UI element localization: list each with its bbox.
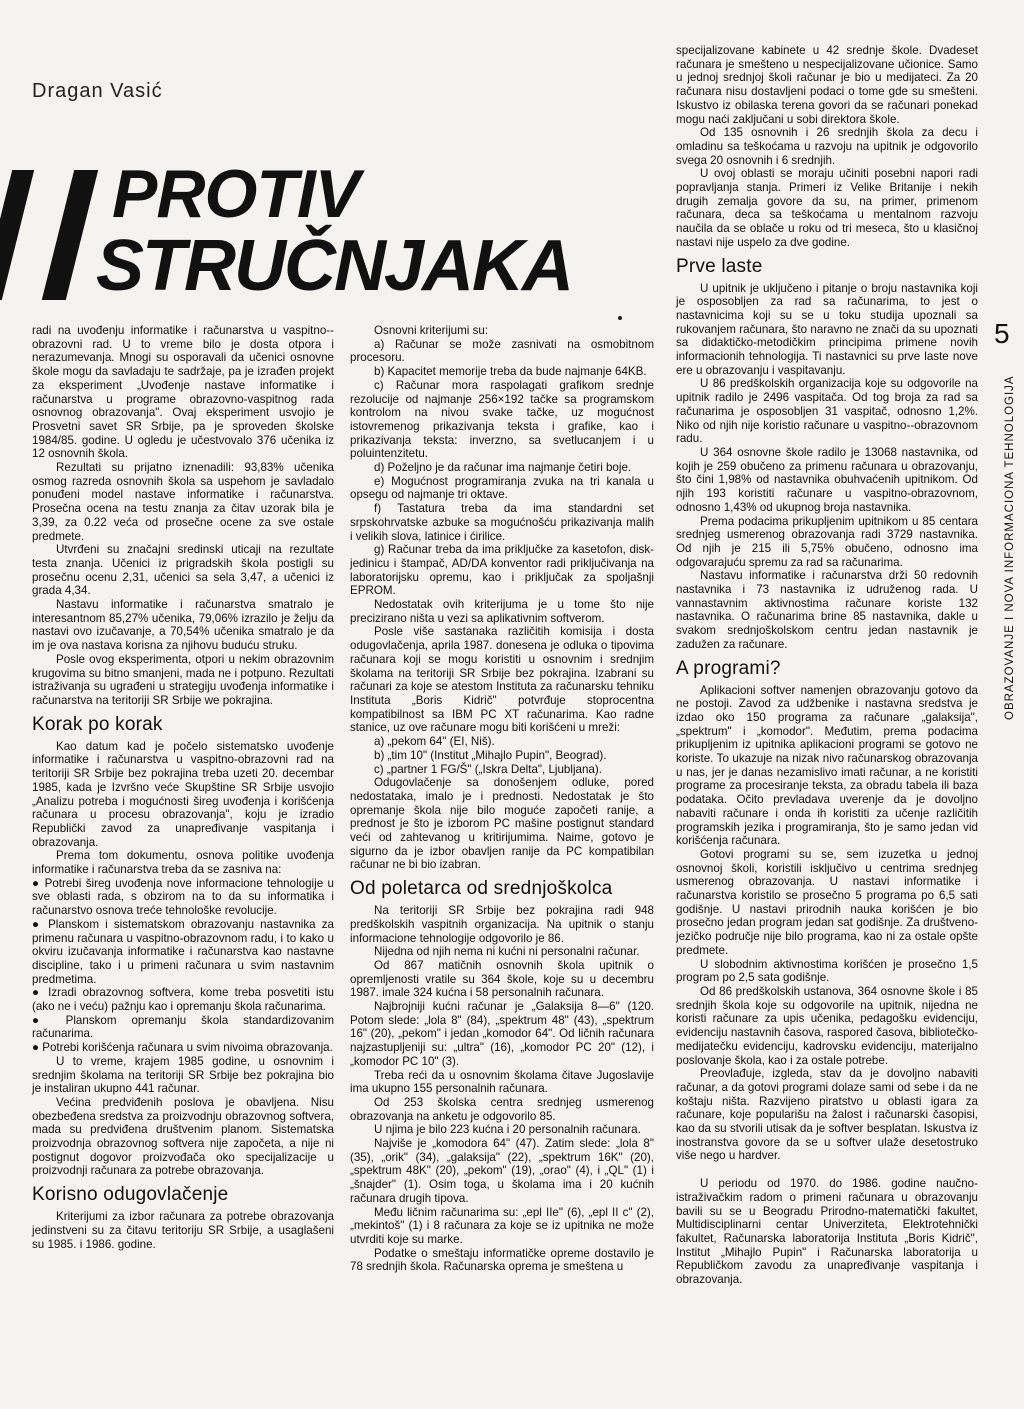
paragraph: c) Računar mora raspolagati grafikom srednje rezolucije od najmanje 256×192 tačke sa programskom kontrolom na nivou svake tačke, uz mogućnost istovremenog prikazivanja teksta i grafike, kao i prikazivanja teksta: inverzno, sa svetlucanjem i u poluintenzitetu. bbox=[350, 378, 654, 461]
section-side-label: OBRAZOVANJE I NOVA INFORMACIONA TEHNOLOGIJA bbox=[1004, 375, 1016, 720]
paragraph: Najviše je „komodora 64" (47). Zatim slede: „lola 8" (35), „orik" (34), „galaksija" (22), „spektrum 16K" (20), „spektrum 48K" (20), „pekom" (19), „orao" (4), i „QL" (1) i „šnajder" (1). Osim toga, u školama ima i 20 kućnih računara drugih tipova. bbox=[350, 1137, 654, 1205]
paragraph: Posle ovog eksperimenta, otpori u nekim obrazovnim krugovima su bitno smanjeni, mada ne i potpuno. Rezultati istraživanja su ugrađeni u strategiju uvođenja informatike i računarstva na teritoriji SR Srbije we pokrajina. bbox=[32, 652, 334, 707]
page-number: 5 bbox=[994, 318, 1010, 349]
paragraph: Osnovni kriterijumi su: bbox=[374, 324, 489, 337]
section-heading: A programi? bbox=[676, 657, 781, 679]
paragraph: Većina predviđenih poslova je obavljena. Nisu obezbeđena sredstva za proizvodnju obrazovnog softvera, mada su predviđena društvenim planom. Sistematska proizvodnja obrazovnog softvera nije započeta, a nije ni postignut dogovor proizvođača oko specijalizacije u proizvodnji računara za potrebe obrazovanja. bbox=[32, 1095, 334, 1178]
paragraph: Od 867 matičnih osnovnih škola upitnik o opremljenosti vratile su 364 škole, koje su u decembru 1987. imale 324 kućna i 58 personalnih računara. bbox=[350, 958, 654, 1000]
paragraph: Nijedna od njih nema ni kućni ni personalni računar. bbox=[374, 945, 640, 959]
section-heading: Od poletarca od srednjoškolca bbox=[350, 878, 613, 900]
paragraph: Kao datum kad je počelo sistematsko uvođenje informatike i računarstva u vaspitno-obrazovni rad na teritoriji SR Srbije bez pokrajina treba uzeti 20. decembar 1985, kada je Izvršno veće Skupštine SR Srbije usvojio „Analizu potreba i mogućnosti šireg uvođenja i korišćenja računara u procesu obrazovanja", koju je izradio Republički zavod za unapređivanje vaspitanja i obrazovanja. bbox=[32, 739, 334, 849]
paragraph: U 364 osnovne škole radilo je 13068 nastavnika, od kojih je 259 obučeno za primenu računara u obrazovanju, što čini 1,98% od nastavnika obuhvaćenih upitnikom. Od njih 193 koristiti računare u vaspitno-obrazovnom, odnosno 1,43% od ukupnog broja nastavnika. bbox=[676, 445, 978, 514]
paragraph: U slobodnim aktivnostima korišćen je prosečno 1,5 program po 2,5 sata godišnje. bbox=[676, 957, 978, 985]
paragraph: Kriterijumi za izbor računara za potrebe obrazovanja jedinstveni su za čitavu teritoriju SR Srbije, a usaglašeni su 1985. i 1986. godine. bbox=[32, 1210, 334, 1251]
paragraph: Među ličnim računarima su: „epl IIe" (6), „epl II c" (2), „mekintoš" (1) i 8 računara za koje se iz upitnika ne može utvrditi koje su marke. bbox=[350, 1205, 654, 1246]
paragraph: Odugovlačenje sa donošenjem odluke, pored nedostataka, imalo je i prednosti. Nedostatak je što opremanje škola nije bilo moguće započeti ranije, a prednost je što je izborom PC mašine postignut standard veći od zahtevanog u kritirijumima. Naime, gotovo je sigurno da je izbor obavljen ranije da PC kompatibilan računar ne bi bio izabran. bbox=[350, 776, 654, 872]
article-headline bbox=[0, 156, 660, 310]
text-column-2 bbox=[350, 324, 654, 1274]
text-column-1 bbox=[32, 324, 334, 1251]
paragraph: U to vreme, krajem 1985 godine, u osnovnim i srednjim školama na teritoriji SR Srbije bez pokrajina bio je instaliran ukupno 441 računar. bbox=[32, 1054, 334, 1096]
headline-line-1: PROTIV bbox=[112, 156, 360, 232]
paragraph: U njima je bilo 223 kućna i 20 personalnih računara. bbox=[374, 1123, 641, 1137]
paragraph: Od 86 predškolskih ustanova, 364 osnovne škole i 85 srednjih škola koje su odgovorile na upitnik, nijedna ne koristi računare za upis učenika, pedagošku evidenciju, evidenciju nastavnih časova, raspored časova, bibliotečko-medijatečku evidenciju, kadrovsku evidenciju, materijalno poslovanje škola, kao i za ostale potrebe. bbox=[676, 985, 978, 1067]
text-column-3 bbox=[676, 44, 978, 1287]
bullet-item: ● Planskom i sistematskom obrazovanju nastavnika za primenu računara u vaspitno-obrazovnom radu, i to kako u okviru izučavanja informatike i računarstva kao nastavne discipline, tako i u primeni računara u svim nastavnim predmetima. bbox=[32, 917, 334, 986]
paragraph: Preovlađuje, izgleda, stav da je dovoljno nabaviti računar, a da gotovi programi dolaze sami od sebe i da ne koštaju ništa. Razvijeno piratstvo u oblasti igara za računare, koje popularišu na žalost i računarski časopisi, kao da su stvorili utisak da je softver besplatan. Iskustva iz inostranstva govore da se u softver ulaže desetostruko više nego u hardver. bbox=[676, 1067, 978, 1163]
paragraph: e) Mogućnost programiranja zvuka na tri kanala u opsegu od najmanje tri oktave. bbox=[350, 474, 654, 502]
paragraph: Najbrojniji kućni računar je „Galaksija 8—6" (120. Potom slede: „lola 8" (84), „spektrum 48" (43), „spektrum 16" (20), „pekom" i jedan „komodor 64". Od ličnih računara najzastupljeniji su: „ultra" (16), „komodor PC 20" (12), i „komodor PC 10" (3). bbox=[350, 1000, 654, 1068]
paragraph: Nastavu informatike i računarstva drži 50 redovnih nastavnika i 73 nastavnika iz udruženog rada. U vannastavnim aktivnostima računare koriste 132 nastavnika. O računarima brine 85 nastavnika, dakle u svakom srednjoškolskom centru jedan nastavnik je zadužen za računare. bbox=[676, 569, 978, 651]
paragraph: Na teritoriji SR Srbije bez pokrajina radi 948 predškolskih vaspitnih organizacija. Na upitnik o stanju informacione tehnologije odgovorilo je 86. bbox=[350, 904, 654, 945]
paragraph: Podatke o smeštaju informatičke opreme dostavilo je 78 srednjih škola. Računarska oprema je smeštena u bbox=[350, 1246, 654, 1274]
paragraph: b) „tim 10" (Institut „Mihajlo Pupin", Beograd). bbox=[374, 748, 607, 762]
section-heading: Korisno odugovlačenje bbox=[32, 1184, 229, 1206]
paragraph: Prema podacima prikupljenim upitnikom u 85 centara srednjeg usmerenog obrazovanja radi 3729 nastavnika. Od njih je 215 ili 5,75% obučeno, odnosno ima odgovarajuću spremu za rad sa računarima. bbox=[676, 514, 978, 569]
author-name: Dragan Vasić bbox=[32, 80, 163, 102]
paragraph: U upitnik je uključeno i pitanje o broju nastavnika koji je osposobljen za rad sa računarima, to jest o nastavnicima koji su se u toku studija upoznali sa rukovanjem računara, što naravno ne znači da su upoznati sa didaktičko-metodičkim principima primene novih informacionih tehnologija. Ti nastavnici su prve laste nove ere u obrazovanju i vaspitavanju. bbox=[676, 281, 978, 377]
bullet-item: ● Potrebi korišćenja računara u svim nivoima obrazovanja. bbox=[32, 1041, 333, 1055]
paragraph: Aplikacioni softver namenjen obrazovanju gotovo da ne postoji. Zavod za udžbenike i nastavna sredstva je izdao oko 150 programa za računare „galaksija", „spektrum" i „komodor". Međutim, prema podacima prikupljenim iz upitnika aplikacioni programi se gotovo ne koriste. To ukazuje na nizak nivo računarskog obrazovanja u nas, jer je danas nezamislivo imati računar, a ne koristiti programe za procesiranje teksta, za obradu tabela ili baza podataka. Očito prevladava uverenje da je dovoljno nabaviti računare i onda ih koristiti za učenje različitih programskih jezika i programiranja, što je samo jedan vid korišćenja računara. bbox=[676, 683, 978, 848]
paragraph: d) Poželjno je da računar ima najmanje četiri boje. bbox=[374, 461, 632, 475]
paragraph: Gotovi programi su se, sem izuzetka u jednoj osnovnoj školi, koristili isključivo u centrima srednjeg usmerenog obrazovanja. U nastavi informatike i računarstva koristilo se prosečno 5 programa po 6,5 sati godišnje. U nastavi prirodnih nauka korišćen je bio prosečno jedan program jedan sat godišnje. Za društveno-jezičko područje nije bilo programa, kao ni za ostale opšte predmete. bbox=[676, 847, 978, 957]
paragraph: b) Kapacitet memorije treba da bude najmanje 64KB. bbox=[374, 365, 647, 379]
bullet-item: ● Planskom opremanju škola standardizovanim računarima. bbox=[32, 1013, 334, 1041]
bullet-item: ● Potrebi šireg uvođenja nove informacione tehnologije u sve oblasti rada, s obzirom na to da su informatika i računarstvo osnova treće tehnološke revolucije. bbox=[32, 876, 334, 918]
paragraph: U ovoj oblasti se moraju učiniti posebni napori radi popravljanja stanja. Primeri iz Velike Britanije i nekih drugih zemalja govore da su, na primer, primenom računara, deca sa teškoćama u mentalnom razvoju naučila da se oblače u roku od tri meseca, što u klasičnoj nastavi nije uspelo za dve godine. bbox=[676, 167, 978, 249]
paragraph: f) Tastatura treba da ima standardni set srpskohrvatske azbuke sa mogućnošću prikazivanja malih i velikih slova, latinice i ćirilice. bbox=[350, 502, 654, 543]
paragraph: Od 253 školska centra srednjeg usmerenog obrazovanja na anketu je odgovorilo 85. bbox=[350, 1095, 654, 1123]
paragraph: Nastavu informatike i računarstva smatralo je interesantnom 85,27% učenika, 79,06% izrazilo je želju da nastavi ovo izučavanje, a 70,54% učenika smatralo je da im je ova nastava korisna za njihovu buduću struku. bbox=[32, 598, 334, 653]
section-heading: Korak po korak bbox=[32, 713, 163, 735]
headline-line-2: STRUČNJAKA bbox=[96, 226, 573, 306]
paragraph: Rezultati su prijatno iznenadili: 93,83% učenika osmog razreda osnovnih škola sa uspehom je savladalo ponuđeni model nastave informatike i računarstva. Prosečna ocena na testu znanja za čitav uzorak bila je 3,39, za 0.22 veća od prosečne ocene za sve ostale predmete. bbox=[32, 461, 334, 543]
paragraph: Prema tom dokumentu, osnova politike uvođenja informatike i računarstva treba da se zasniva na: bbox=[32, 849, 334, 877]
bullet-item: ● Izradi obrazovnog softvera, kome treba posvetiti istu (ako ne i veću) pažnju kao i opremanju škola računarima. bbox=[32, 986, 334, 1014]
dot-mark bbox=[618, 316, 622, 320]
paragraph: radi na uvođenju informatike i računarstva u vaspitno--obrazovni rad. U to vreme bilo je dosta otpora i nerazumevanja. Mnogi su osporavali da učenici osnovne škole mogu da savladaju te sadržaje, pa je izrađen projekt za eksperiment „Uvođenje nastave informatike i računarstva u programe obrazovno-vaspitnog rada osnovnog obrazovanja". Ovaj eksperiment usvojio je Prosvetni savet SR Srbije, pa je sproveden školske 1984/85. godine. U ogledu je učestvovalo 376 učenika iz 12 osnovnih škola. bbox=[32, 324, 334, 461]
paragraph: g) Računar treba da ima priključke za kasetofon, disk-jedinicu i štampač, AD/DA konventor radi priključivanja na laboratorijsku opremu, kao i priključak za spoljašnji EPROM. bbox=[350, 543, 654, 598]
headline-bar-right bbox=[42, 170, 98, 300]
paragraph: U 86 predškolskih organizacija koje su odgovorile na upitnik radilo je 2496 vaspitača. Od tog broja za rad sa računarima je osposobljen 31 vaspitač, odnosno 1,2%. Niko od njih nije koristio računare u vaspitno--obrazovnom radu. bbox=[676, 377, 978, 446]
section-heading: Prve laste bbox=[676, 255, 763, 277]
headline-bar-left bbox=[0, 170, 34, 300]
paragraph: Utvrđeni su značajni sredinski uticaji na rezultate testa znanja. Učenici iz prigradskih škola postigli su prosečnu ocenu 2,31, učenici sa sela 3,47, a učenici iz grada 4,34. bbox=[32, 543, 334, 598]
paragraph: Nedostatak ovih kriterijuma je u tome što nije precizirano ništa u vezi sa aplikativnim softverom. bbox=[350, 598, 654, 625]
paragraph: specijalizovane kabinete u 42 srednje škole. Dvadeset računara je smešteno u nespecijalizovane učionice. Samo u jednoj srednjoj školi računar je bio u medijateci. Za 20 računara nisu dostavljeni podaci o tome gde su smešteni. Iskustvo iz obilaska terena govori da se računari ponekad mogu naći zaključani u sobi direktora škole. bbox=[676, 44, 978, 126]
paragraph: a) Računar se može zasnivati na osmobitnom procesoru. bbox=[350, 337, 654, 365]
paragraph: Posle više sastanaka različitih komisija i dosta odugovlačenja, aprila 1987. donesena je odluka o tipovima računara koji se mogu koristiti u osnovnim i srednjim školama na teritoriji SR Srbije bez pokrajina. Izabrani su računari za koje se atestom Instituta za računarsku tehniku Instituta „Boris Kidrič" potvrđuje stoprocentna kompatibilnost sa IBM PC XT računarima. Kao radne stanice, uz ove računare mogu biti korišćeni u mreži: bbox=[350, 625, 654, 735]
paragraph: c) „partner 1 FG/Š" („Iskra Delta", Ljubljana). bbox=[374, 762, 602, 776]
paragraph: Treba reći da u osnovnim školama čitave Jugoslavije ima ukupno 155 personalnih računara. bbox=[350, 1068, 654, 1096]
paragraph: U periodu od 1970. do 1986. godine naučno-istraživačkim radom o primeni računara u obrazovanju bavili su se u Beogradu Prirodno-matematički fakultet, Multidisciplinarni centar Univerziteta, Elektrotehnički fakultet, Računarska laboratorija Instituta „Boris Kidrič", Institut „Mihajlo Pupin" i Računarska laboratorija u Republičkom zavodu za unapređivanje vaspitanja i obrazovanja. bbox=[676, 1177, 978, 1287]
paragraph: a) „pekom 64" (EI, Niš). bbox=[374, 735, 495, 749]
paragraph: Od 135 osnovnih i 26 srednjih škola za decu i omladinu sa teškoćama u razvoju na upitnik je odgovorilo svega 20 osnovnih i 6 srednjih. bbox=[676, 126, 978, 167]
